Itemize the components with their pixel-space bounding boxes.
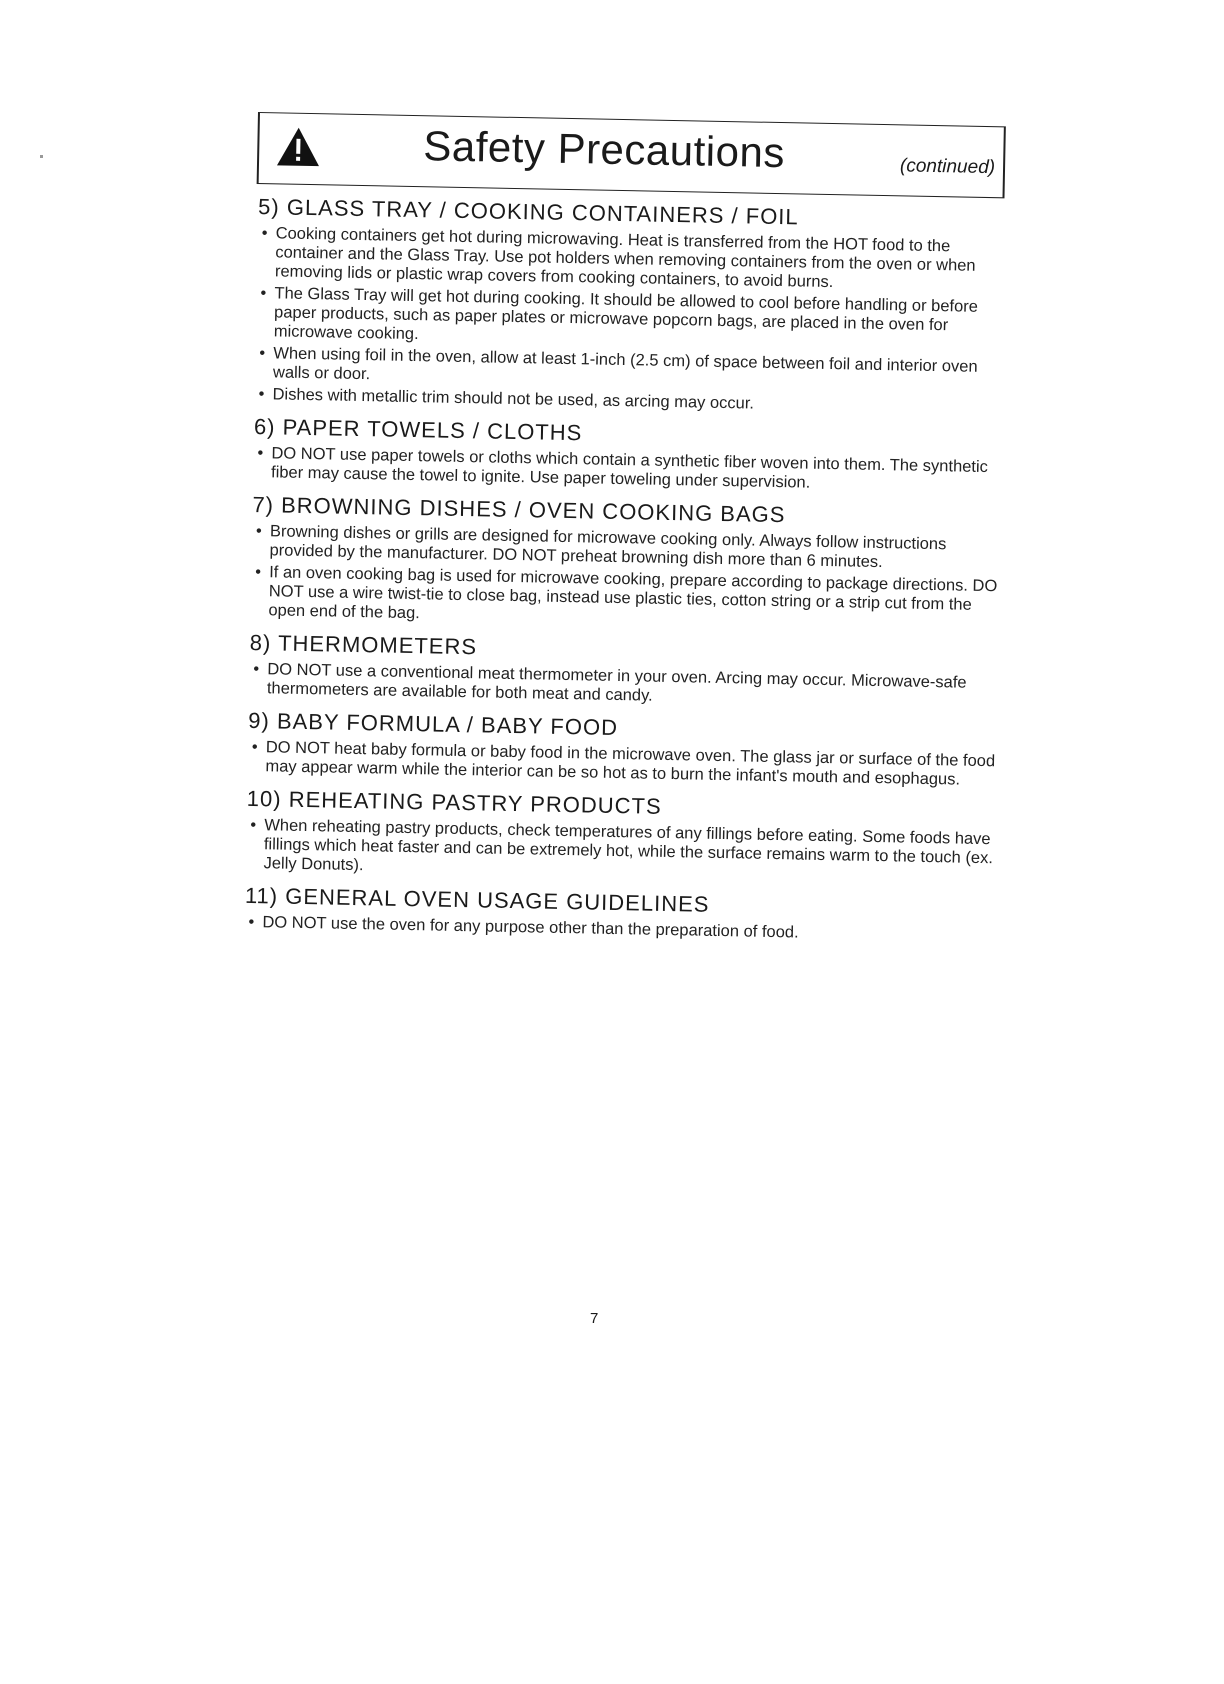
section-paper-towels [251,414,1012,497]
section-thermometers [247,630,1008,713]
bullet-item: • When reheating pastry products, check temperatures of any fillings before eating. Some foods have fillings which heat faster and can be extremely hot, while the surface remains warm to the touch (ex. Jelly Donuts). [249,816,1004,887]
section-browning-dishes [248,492,1010,635]
bullet-item: • DO NOT use the oven for any purpose other than the preparation of food. [248,913,1002,946]
bullet-item: • If an oven cooking bag is used for microwave cooking, prepare according to package directions. DO NOT use a wire twist-tie to close bag, instead use plastic ties, cotton string or a strip cut from the open end of the bag. [254,563,1009,634]
section-heading: 10) REHEATING PASTRY PRODUCTS [246,785,662,819]
section-heading: 11) GENERAL OVEN USAGE GUIDELINES [244,882,710,917]
section-general-usage [242,883,1003,947]
bullet-item: • Dishes with metallic trim should not be used, as arcing may occur. [258,385,1012,418]
bullet-item: • The Glass Tray will get hot during cooking. It should be allowed to cool before handling or before paper products, such as paper plates or microwave popcorn bags, are placed in the oven for microwave cooking. [260,284,1015,355]
bullet-item: • DO NOT heat baby formula or baby food in the microwave oven. The glass jar or surface of the food may appear warm while the interior can be so hot as to burn the infant's mouth and esophagus. [251,738,1006,790]
section-heading: 6) PAPER TOWELS / CLOTHS [253,413,583,446]
section-heading: 9) BABY FORMULA / BABY FOOD [248,707,619,741]
bullet-item: • Cooking containers get hot during microwaving. Heat is transferred from the HOT food to the container and the Glass Tray. Use pot holders when removing containers from the oven or when removing lids or plastic wrap covers from cooking containers, to avoid burns. [261,224,1016,295]
section-reheating-pastry [243,786,1005,888]
page-number: 7 [590,1310,599,1327]
continued-label: (continued) [899,155,996,179]
section-heading: 5) GLASS TRAY / COOKING CONTAINERS / FOIL [257,194,799,230]
header-banner [257,112,1006,198]
warning-triangle-icon [275,125,322,168]
page-title: Safety Precautions [422,122,786,177]
section-baby-formula [245,708,1006,791]
section-heading: 7) BROWNING DISHES / OVEN COOKING BAGS [252,491,786,528]
section-glass-tray [252,194,1016,419]
bullet-item: • Browning dishes or grills are designed for microwave cooking only. Always follow instructions provided by the manufacturer. DO NOT preheat browning dish more than 6 minutes. [255,522,1010,574]
sections-container [242,194,1016,946]
bullet-item: • When using foil in the oven, allow at least 1-inch (2.5 cm) of space between foil and interior oven walls or door. [259,344,1014,396]
bullet-item: • DO NOT use paper towels or cloths which contain a synthetic fiber woven into them. The synthetic fiber may cause the towel to ignite. Use paper toweling under supervision. [257,444,1012,496]
bullet-item: • DO NOT use a conventional meat thermometer in your oven. Arcing may occur. Microwave-safe thermometers are available for both meat and candy. [253,660,1008,712]
section-heading: 8) THERMOMETERS [249,629,478,660]
page-content [242,112,1018,949]
scan-dot [40,155,43,158]
